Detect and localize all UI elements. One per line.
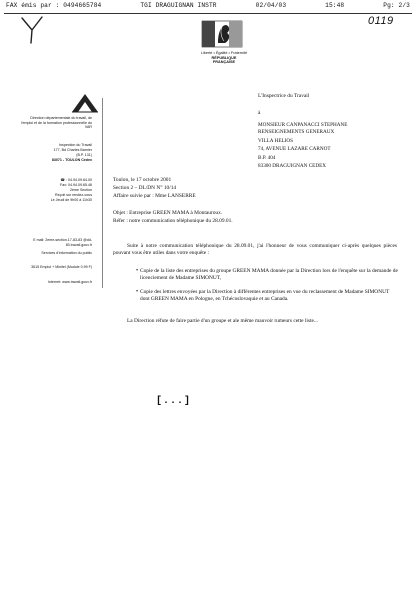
sender-info-line: 3615 Emploi + Minitel (Module 0.99 F) [31,265,92,269]
section-line: Section 2 – DL/DN N° 10/14 [113,185,177,191]
fax-header [6,2,410,12]
bullet-icon: • [136,268,139,274]
fax-station: TGI DRAGUIGNAN INSTR [140,2,217,9]
list-item [136,268,398,282]
sender-phone: ☎ : 04.94.09.64.00 [60,178,92,182]
recipient-service: RENSEIGNEMENTS GENERAUX [258,129,335,135]
ministry-logo-icon [70,92,100,114]
recipient-bp: B.P. 404 [258,155,276,161]
omission-marker: [...] [156,396,192,407]
from-line: L'Inspectrice du Travail [258,93,310,99]
fax-date: 02/04/03 [255,2,287,9]
fax-header-rule [4,13,412,14]
closing-paragraph: La Direction réfute de faire partie d'un groupe et ale même mauvoir rumeurs cette liste... [127,318,318,324]
recipient-name: MONSIEUR CANPANACCI STEPHANE [258,122,348,128]
sender-reception-time: Le Jeudi de 9h00 à 11h30 [50,198,92,202]
subject-line: Objet : Entreprise GREEN MAMA à Montauroux. [113,210,223,216]
sender-fax: Fax: 04.94.09.65.46 [60,183,92,187]
sender-city: 83071 - TOULON Cedex [51,158,92,162]
to-line: à [258,110,261,116]
recipient-city: 83300 DRAGUIGNAN CEDEX [258,163,327,169]
sender-email[interactable]: E mail: 2eme-section.17-83-83 @dd-83.travail.gouv.fr [33,238,92,247]
sender-section: 2ème Section [70,188,92,192]
list-item-text: Copie de la liste des entreprises du groupe GREEN MAMA donnée par la Direction lors de l'enquête sur la demande de licenciement de Madame SIMONUT, [140,268,398,281]
fax-pages: Pg: 2/3 [383,2,410,9]
republic-label [200,51,248,65]
recipient-building: VILLA HELIOS [258,138,294,144]
sender-inspection: Inspection du Travail [59,143,92,147]
list-item-text: Copie des lettres envoyées par la Direction à différentes entreprises en vue du reclassement de Madame SIMONUT dont GREEN MAMA en Pologne, en Tchécoslovaquie et au Canada. [140,289,390,302]
sender-reception: Reçoit sur rendez-vous [55,193,92,197]
document-number: 0119 [368,15,394,27]
intro-paragraph: Suite à notre communication téléphonique du 28.09.01, j'ai l'honneur de vous communiquer ci-après quelques pièces pouvant vous être utiles dans votre enquête : [113,243,397,256]
fax-sender: FAX émis par : 0494665784 [6,2,102,9]
sender-address-2: (B.P. 131) [76,153,92,157]
sender-services-label: Services d'information du public [41,251,92,255]
reference-line: Réfer : notre communication téléphonique du 28.09.01. [113,218,233,224]
date-line: Toulon, le 17 octobre 2001 [113,177,172,183]
bullet-icon: • [136,289,139,295]
sender-organization: Direction départementale du travail, de l'emploi et de la formation professionnelle du VAR [20,116,92,130]
handwritten-mark-icon [20,16,46,44]
list-item [136,289,398,303]
recipient-street: 74, AVENUE LAZARE CARNOT [258,146,331,152]
sender-column-divider [102,98,103,288]
sender-internet[interactable]: Internet: www.travail.gouv.fr [47,280,92,284]
republic-motto: Liberté • Égalité • Fraternité [200,51,248,55]
republic-name: RÉPUBLIQUE FRANÇAISE [211,55,237,64]
sender-address-1: 177, Bd Charles Barnier [53,148,92,152]
followed-by-line: Affaire suivie par : Mme LANSERRE [113,193,196,199]
fax-time: 15:48 [325,2,345,9]
